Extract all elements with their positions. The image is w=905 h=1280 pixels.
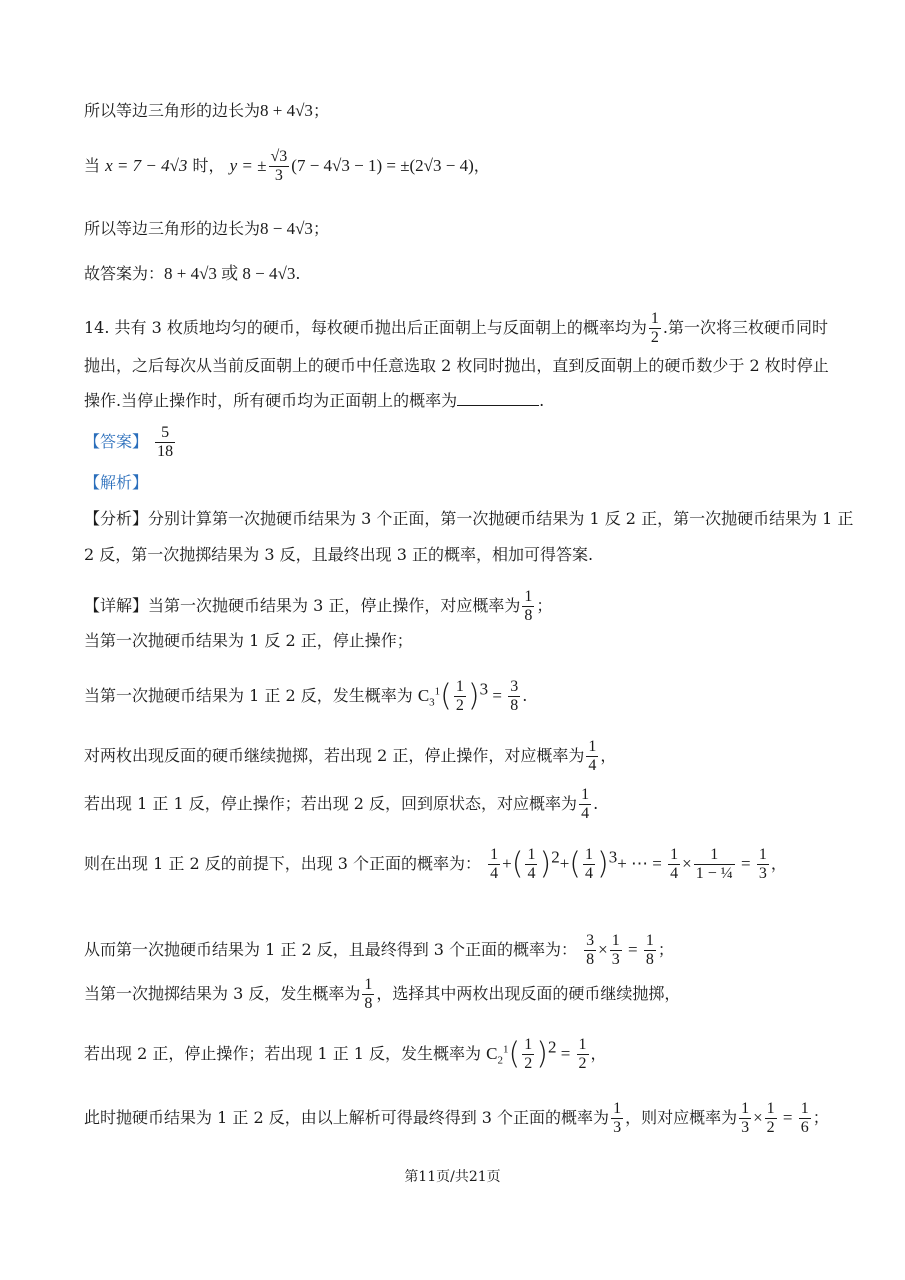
text: 时，	[192, 156, 225, 175]
fraction-1-4: $\frac{1}{4}$	[490, 846, 499, 882]
fraction-1-over-1-minus-quarter: $\frac{1}{\text{1 − ¼}}$	[695, 846, 733, 882]
fraction-sqrt3-over-3: $\frac{√3}{3}$	[270, 148, 288, 184]
fraction-1-2: $\frac{1}{2}$	[650, 310, 659, 346]
text: 故答案为：	[84, 264, 165, 283]
question-text: .第一次将三枚硬币同时	[662, 318, 828, 337]
detail-text: 则在出现 1 正 2 反的前提下，出现 3 个正面的概率为：	[84, 854, 482, 873]
answer-tag: 【答案】	[84, 432, 149, 451]
math-expression: 8 + 4√3 或 8 − 4√3	[164, 264, 296, 283]
text: 所以等边三角形的边长为	[84, 219, 261, 238]
fenxi-text: 分别计算第一次抛硬币结果为 3 个正面，第一次抛硬币结果为 1 反 2 正，第一次抛硬币结果为 1 正	[148, 509, 854, 528]
fenxi-line-1	[84, 508, 853, 530]
punct: ；	[312, 101, 329, 120]
question-14-line-1	[84, 310, 828, 347]
fenxi-tag: 【分析】	[84, 509, 149, 528]
line-final-answer	[84, 263, 300, 285]
detail-text: 对两枚出现反面的硬币继续抛掷，若出现 2 正，停止操作，对应概率为	[84, 746, 585, 765]
text: 所以等边三角形的边长为	[84, 101, 261, 120]
detail-text: 当第一次抛硬币结果为 3 正，停止操作，对应概率为	[148, 596, 521, 615]
fraction-1-4: $\frac{1}{4}$	[670, 846, 679, 882]
detail-text: 此时抛硬币结果为 1 正 2 反，由以上解析可得最终得到 3 个正面的概率为	[84, 1108, 610, 1127]
fraction-1-4: $\frac{1}{4}$	[588, 738, 597, 774]
combination-c31: $C_3^1$	[417, 685, 441, 709]
fraction-1-4: $\frac{1}{4}$	[527, 846, 536, 882]
punct: ；	[657, 940, 674, 959]
fraction-1-2: $\frac{1}{2}$	[455, 678, 464, 714]
detail-line-7: 从而第一次抛硬币结果为 1 正 2 反，且最终得到 3 个正面的概率为： $\frac{3}{8}$ × $\frac{1}{3}$ = $\frac{1}{8}$ ；	[84, 932, 674, 968]
fraction-1-3: $\frac{1}{3}$	[741, 1100, 750, 1136]
detail-text: ，选择其中两枚出现反面的硬币继续抛掷，	[376, 984, 681, 1003]
math-expression: (7 − 4√3 − 1) = ±(2√3 − 4)	[291, 156, 474, 175]
text: 当	[84, 156, 101, 175]
fenxi-line-2	[84, 544, 593, 566]
question-14-line-3	[84, 390, 544, 412]
math-x: x = 7 − 4√3	[105, 156, 188, 175]
punct: .	[593, 794, 599, 813]
analysis-tag: 【解析】	[84, 473, 149, 492]
punct: ，	[600, 746, 617, 765]
punct: .	[522, 686, 528, 705]
detail-line-5	[84, 786, 598, 823]
question-14-line-2	[84, 355, 829, 377]
detail-line-10: 此时抛硬币结果为 1 正 2 反，由以上解析可得最终得到 3 个正面的概率为 $\frac{1}{3}$ ，则对应概率为 $\frac{1}{3}$ × $\frac{1}{2}$ = $\frac{1}{6}$ ；	[84, 1100, 829, 1136]
fraction-1-2: $\frac{1}{2}$	[578, 1036, 587, 1072]
punct: ，	[590, 1044, 607, 1063]
fraction-1-8: $\frac{1}{8}$	[364, 976, 373, 1012]
punct: ；	[536, 596, 553, 615]
analysis-tag-line	[84, 472, 148, 494]
math-y: y = ±	[229, 156, 267, 175]
detail-line-6: 则在出现 1 正 2 反的前提下，出现 3 个正面的概率为： $\frac{1}{4}$ +( $\frac{1}{4}$ )$^2$+( $\frac{1}{4}$ )$^3$+ ⋯ = $\frac{1}{4}$ × $\frac{1}{\text{1 − ¼}}$ = $\frac{1}{3}$ ，	[84, 846, 787, 882]
punct: ；	[812, 1108, 829, 1127]
punct: ；	[312, 219, 329, 238]
fraction-3-8: $\frac{3}{8}$	[586, 932, 595, 968]
answer-line	[84, 424, 177, 461]
page-footer: 第11页/共21页	[404, 1169, 501, 1185]
punct: ，	[770, 854, 787, 873]
detail-line-8	[84, 976, 680, 1013]
detail-text: 当第一次抛硬币结果为 1 正 2 反，发生概率为	[84, 686, 413, 705]
fraction-1-3: $\frac{1}{3}$	[613, 1100, 622, 1136]
punct: ，	[473, 156, 490, 175]
fraction-1-6: $\frac{1}{6}$	[800, 1100, 809, 1136]
fraction-1-2: $\frac{1}{2}$	[524, 1036, 533, 1072]
fraction-1-3: $\frac{1}{3}$	[611, 932, 620, 968]
fraction-1-4: $\frac{1}{4}$	[585, 846, 593, 882]
line-when-x	[84, 148, 490, 185]
detail-line-1	[84, 588, 552, 625]
punct: .	[539, 391, 545, 410]
detail-line-2	[84, 630, 413, 652]
fenxi-text: 2 反，第一次抛掷结果为 3 反，且最终出现 3 正的概率，相加可得答案.	[84, 545, 594, 564]
line-side-length-plus	[84, 100, 329, 122]
xiangjie-tag: 【详解】	[84, 596, 149, 615]
question-text: 操作.当停止操作时，所有硬币均为正面朝上的概率为	[84, 391, 458, 410]
punct: .	[295, 264, 301, 283]
detail-text: 若出现 1 正 1 反，停止操作；若出现 2 反，回到原状态，对应概率为	[84, 794, 578, 813]
detail-text: 若出现 2 正，停止操作；若出现 1 正 1 反，发生概率为	[84, 1044, 482, 1063]
detail-text: 当第一次抛硬币结果为 1 反 2 正，停止操作；	[84, 631, 413, 650]
answer-fraction-5-18: $\frac{5}{18}$	[157, 424, 174, 460]
question-text: 14. 共有 3 枚质地均匀的硬币，每枚硬币抛出后正面朝上与反面朝上的概率均为	[84, 318, 647, 337]
fraction-1-3: $\frac{1}{3}$	[758, 846, 767, 882]
detail-text: 当第一次抛掷结果为 3 反，发生概率为	[84, 984, 361, 1003]
answer-blank	[457, 391, 539, 406]
question-text: 抛出，之后每次从当前反面朝上的硬币中任意选取 2 枚同时抛出，直到反面朝上的硬币数少于 2 枚时停止	[84, 356, 829, 375]
detail-line-9: 若出现 2 正，停止操作；若出现 1 正 1 反，发生概率为 $C_2^1$( $\frac{1}{2}$ )$^2$ = $\frac{1}{2}$ ，	[84, 1036, 607, 1072]
math-expression: 8 + 4√3	[260, 101, 313, 120]
fraction-1-8: $\frac{1}{8}$	[524, 588, 533, 624]
fraction-1-2: $\frac{1}{2}$	[766, 1100, 775, 1136]
detail-line-3: 当第一次抛硬币结果为 1 正 2 反，发生概率为 $C_3^1$( $\frac{1}{2}$ )$^3$ = $\frac{3}{8}$ .	[84, 678, 528, 714]
detail-text: 从而第一次抛硬币结果为 1 正 2 反，且最终得到 3 个正面的概率为：	[84, 940, 578, 959]
detail-text: ，则对应概率为	[625, 1108, 738, 1127]
math-expression: 8 − 4√3	[260, 219, 313, 238]
combination-c21: $C_2^1$	[486, 1043, 509, 1067]
fraction-1-8: $\frac{1}{8}$	[645, 932, 654, 968]
line-side-length-minus	[84, 218, 329, 240]
fraction-1-4: $\frac{1}{4}$	[581, 786, 590, 822]
fraction-3-8: $\frac{3}{8}$	[510, 678, 519, 714]
detail-line-4	[84, 738, 616, 775]
